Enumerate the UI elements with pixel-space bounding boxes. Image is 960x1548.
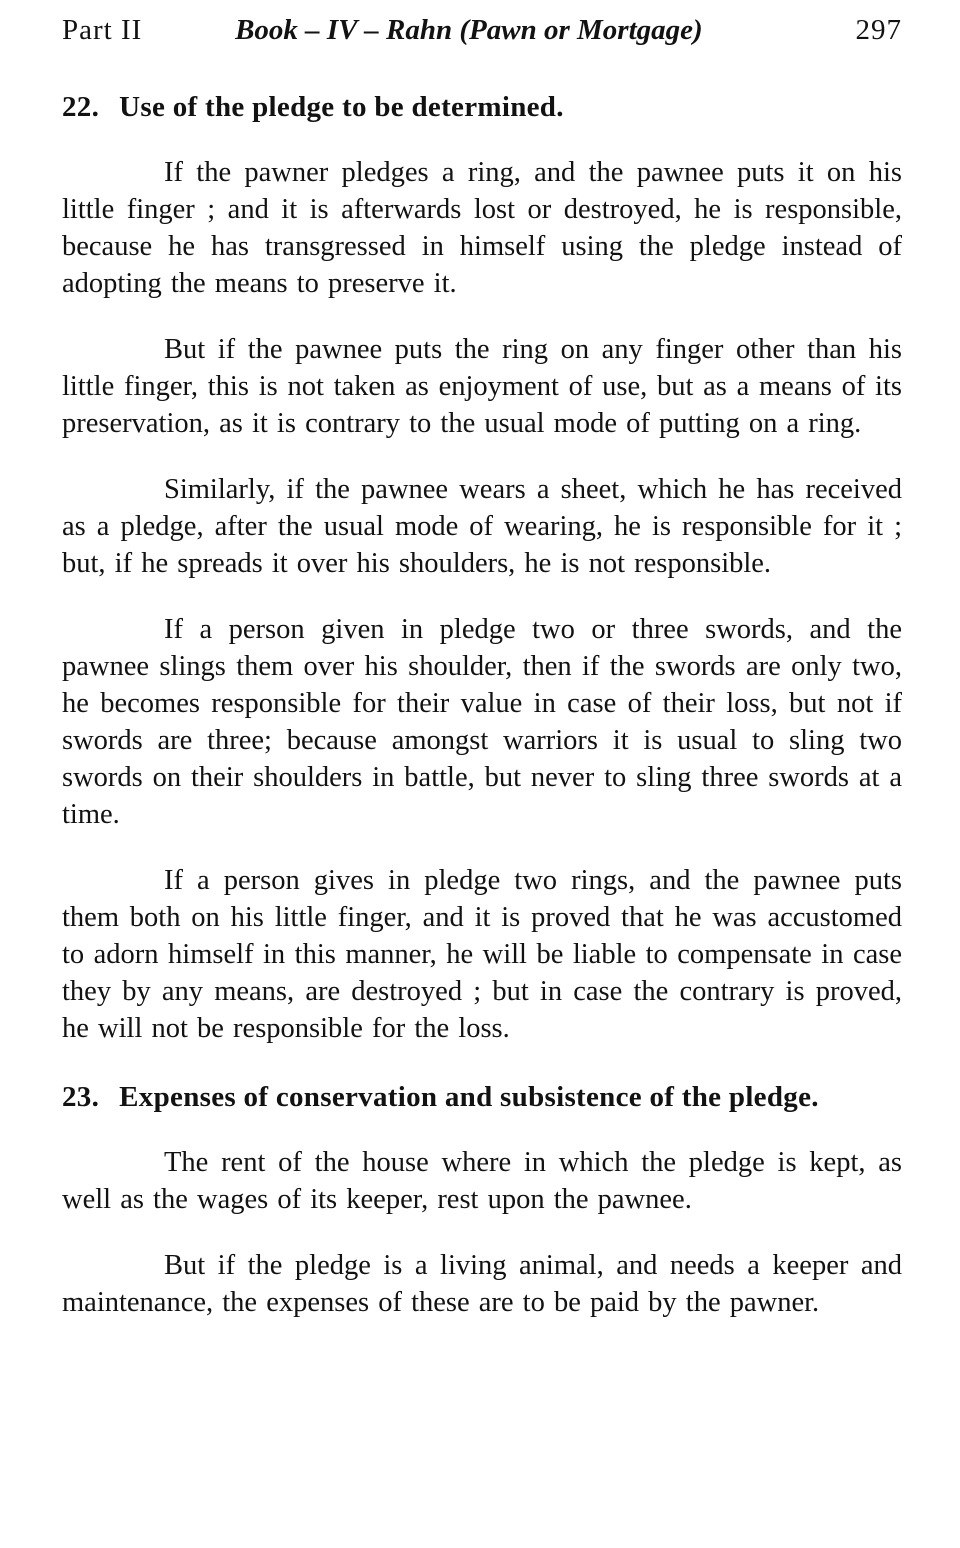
paragraph-22-5: If a person gives in pledge two rings, and the pawnee puts them both on his little finger, and it is proved that he was accustomed to adorn himself in this manner, he will be liable to compensate in case they by any means, are destroyed ; but in case the contrary is proved, he will not be responsible for the loss.	[62, 865, 902, 1044]
page-header	[62, 14, 902, 47]
page-number: 297	[855, 14, 902, 46]
section-23-heading	[62, 1081, 902, 1114]
book-title: Book – IV – Rahn (Pawn or Mortgage)	[235, 14, 703, 46]
paragraph-22-3: Similarly, if the pawnee wears a sheet, which he has received as a pledge, after the usual mode of wearing, he is responsible for it ; but, if he spreads it over his shoulders, he is not responsible.	[62, 474, 902, 579]
paragraph-22-4: If a person given in pledge two or three swords, and the pawnee slings them over his shoulder, then if the swords are only two, he becomes responsible for their value in case of their loss, but not if swords are three; because amongst warriors it is usual to sling two swords on their shoulders in battle, but never to sling three swords at a time.	[62, 614, 902, 830]
section-22-heading	[62, 91, 902, 124]
paragraph-22-1: If the pawner pledges a ring, and the pawnee puts it on his little finger ; and it is afterwards lost or destroyed, he is responsible, because he has transgressed in himself using the pledge instead of adopting the means to preserve it.	[62, 157, 902, 299]
part-label: Part II	[62, 14, 143, 46]
section-23-title: Expenses of conservation and subsistence of the pledge.	[119, 1081, 819, 1113]
section-23-number: 23.	[62, 1081, 100, 1113]
section-22-title: Use of the pledge to be determined.	[119, 91, 564, 123]
paragraph-22-2: But if the pawnee puts the ring on any finger other than his little finger, this is not taken as enjoyment of use, but as a means of its preservation, as it is contrary to the usual mode of putting on a ring.	[62, 334, 902, 439]
section-22-number: 22.	[62, 91, 100, 123]
paragraph-23-2: But if the pledge is a living animal, and needs a keeper and maintenance, the expenses of these are to be paid by the pawner.	[62, 1250, 902, 1318]
paragraph-23-1: The rent of the house where in which the pledge is kept, as well as the wages of its keeper, rest upon the pawnee.	[62, 1147, 902, 1215]
